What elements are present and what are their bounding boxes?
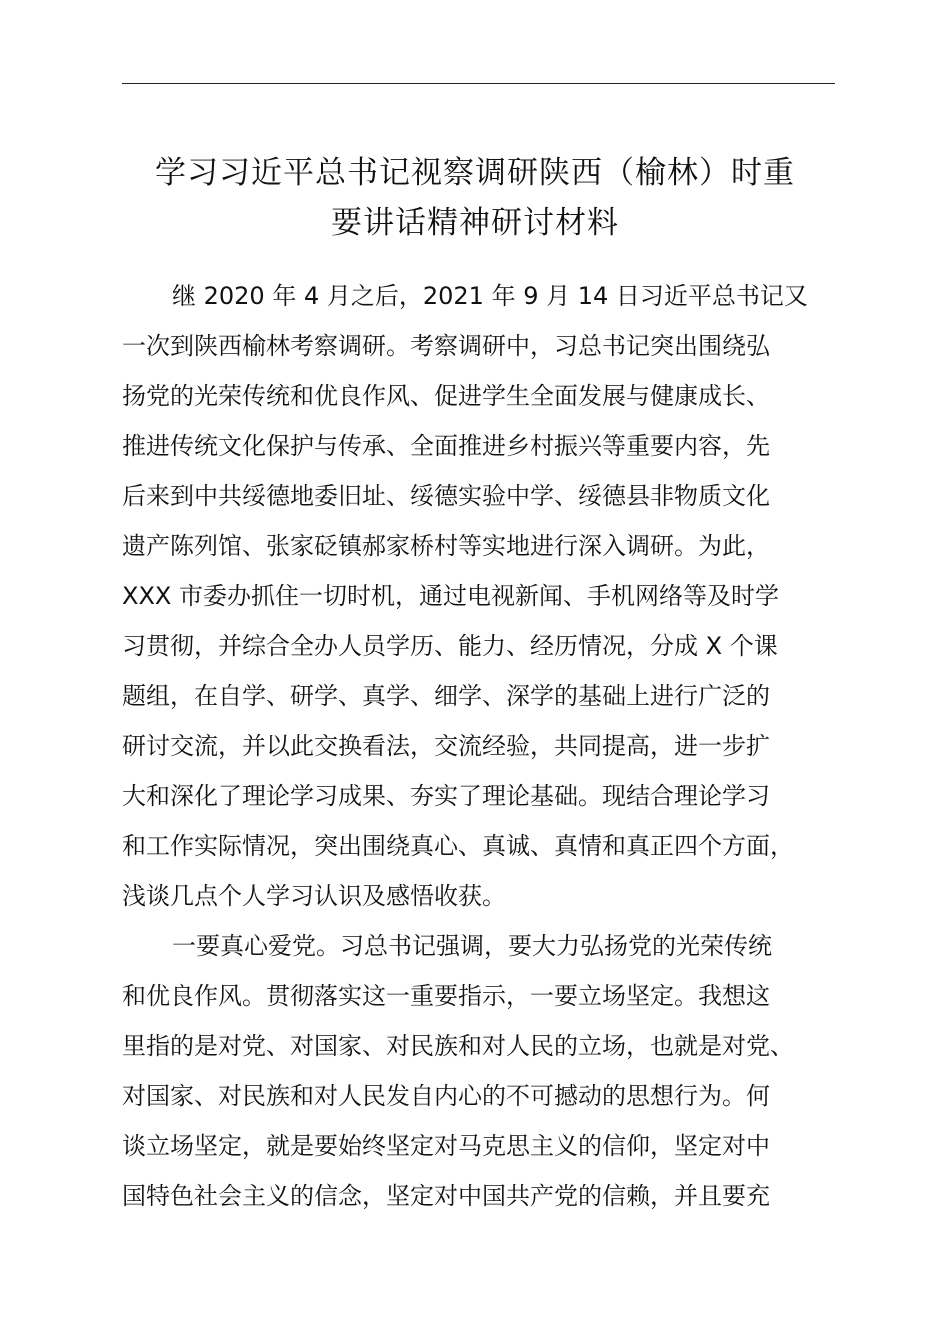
paragraph-2-line: 和优良作风。贯彻落实这一重要指示，一要立场坚定。我想这 <box>122 982 770 1010</box>
paragraph-1-line: XXX 市委办抓住一切时机，通过电视新闻、手机网络等及时学 <box>122 582 779 610</box>
title-line: 学习习近平总书记视察调研陕西（榆林）时重 <box>155 155 795 191</box>
paragraph-1-line: 浅谈几点个人学习认识及感悟收获。 <box>122 882 506 910</box>
paragraph-2-line: 对国家、对民族和对人民发自内心的不可撼动的思想行为。何 <box>122 1082 770 1110</box>
paragraph-2-line: 国特色社会主义的信念，坚定对中国共产党的信赖，并且要充 <box>122 1182 770 1210</box>
title-line: 要讲话精神研讨材料 <box>331 205 619 241</box>
paragraph-2-line: 里指的是对党、对国家、对民族和对人民的立场，也就是对党、 <box>122 1032 794 1060</box>
paragraph-1-line: 继 2020 年 4 月之后，2021 年 9 月 14 日习近平总书记又 <box>172 282 808 310</box>
paragraph-1-line: 题组，在自学、研学、真学、细学、深学的基础上进行广泛的 <box>122 682 770 710</box>
paragraph-1-line: 大和深化了理论学习成果、夯实了理论基础。现结合理论学习 <box>122 782 770 810</box>
paragraph-2-line: 一要真心爱党。习总书记强调，要大力弘扬党的光荣传统 <box>172 932 772 960</box>
paragraph-1-line: 习贯彻，并综合全办人员学历、能力、经历情况，分成 X 个课 <box>122 632 778 660</box>
document-title <box>100 148 850 248</box>
paragraph-1-line: 后来到中共绥德地委旧址、绥德实验中学、绥德县非物质文化 <box>122 482 770 510</box>
paragraph-1-line: 和工作实际情况，突出围绕真心、真诚、真情和真正四个方面， <box>122 832 794 860</box>
paragraph-1-line: 推进传统文化保护与传承、全面推进乡村振兴等重要内容，先 <box>122 432 770 460</box>
paragraph-1-line: 研讨交流，并以此交换看法，交流经验，共同提高，进一步扩 <box>122 732 770 760</box>
header-rule <box>122 83 835 84</box>
paragraph-1-line: 扬党的光荣传统和优良作风、促进学生全面发展与健康成长、 <box>122 382 770 410</box>
paragraph-1-line: 遗产陈列馆、张家砭镇郝家桥村等实地进行深入调研。为此， <box>122 532 770 560</box>
paragraph-2-line: 谈立场坚定，就是要始终坚定对马克思主义的信仰，坚定对中 <box>122 1132 770 1160</box>
paragraph-1-line: 一次到陕西榆林考察调研。考察调研中，习总书记突出围绕弘 <box>122 332 770 360</box>
